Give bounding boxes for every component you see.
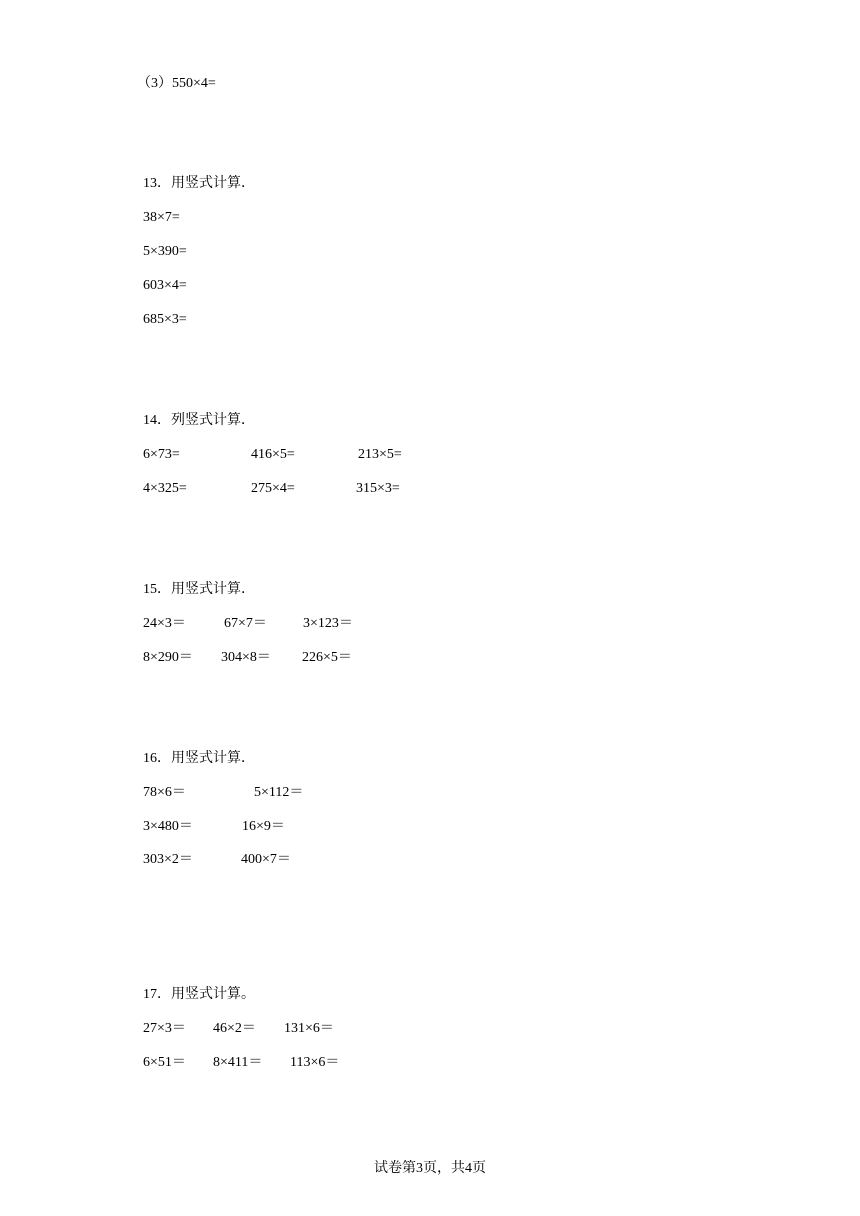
- q15-row-1: [0, 615, 860, 633]
- q16-r2-c2: 16×9＝: [242, 819, 285, 834]
- q16-row-2: [0, 818, 860, 836]
- q12-part3: （3）550×4=: [137, 76, 216, 91]
- q16-row-1: [0, 784, 860, 802]
- q13-title: 13．用竖式计算．: [143, 176, 255, 191]
- q14-row-1: [0, 446, 860, 464]
- q14-r2-c3: 315×3=: [356, 481, 400, 496]
- q14-row-2: [0, 480, 860, 498]
- q13-item-1: 38×7=: [143, 210, 180, 225]
- q16-r1-c1: 78×6＝: [143, 785, 186, 800]
- q15-r2-c3: 226×5＝: [302, 650, 352, 665]
- q15-row-2: [0, 649, 860, 667]
- q14-r2-c2: 275×4=: [251, 481, 295, 496]
- q15-r2-c2: 304×8＝: [221, 650, 271, 665]
- q16-r3-c2: 400×7＝: [241, 852, 291, 867]
- q14-r1-c2: 416×5=: [251, 447, 295, 462]
- q15-title: 15．用竖式计算．: [143, 582, 255, 597]
- q17-r2-c1: 6×51＝: [143, 1055, 186, 1070]
- page-footer: 试卷第3页，共4页: [374, 1161, 486, 1176]
- q16-title: 16．用竖式计算．: [143, 751, 255, 766]
- q15-r1-c3: 3×123＝: [303, 616, 353, 631]
- q15-r1-c2: 67×7＝: [224, 616, 267, 631]
- q14-title: 14．列竖式计算．: [143, 413, 255, 428]
- q17-title: 17．用竖式计算。: [143, 987, 255, 1002]
- q16-row-3: [0, 851, 860, 869]
- q17-row-2: [0, 1054, 860, 1072]
- q13-item-3: 603×4=: [143, 278, 187, 293]
- q13-item-4: 685×3=: [143, 312, 187, 327]
- q15-r2-c1: 8×290＝: [143, 650, 193, 665]
- q16-r1-c2: 5×112＝: [254, 785, 304, 800]
- q14-r1-c1: 6×73=: [143, 447, 180, 462]
- q17-r1-c2: 46×2＝: [213, 1021, 256, 1036]
- q17-r1-c3: 131×6＝: [284, 1021, 334, 1036]
- q14-r1-c3: 213×5=: [358, 447, 402, 462]
- q15-r1-c1: 24×3＝: [143, 616, 186, 631]
- q17-row-1: [0, 1020, 860, 1038]
- q16-r2-c1: 3×480＝: [143, 819, 193, 834]
- q17-r2-c3: 113×6＝: [290, 1055, 340, 1070]
- q14-r2-c1: 4×325=: [143, 481, 187, 496]
- q13-item-2: 5×390=: [143, 244, 187, 259]
- q17-r1-c1: 27×3＝: [143, 1021, 186, 1036]
- q16-r3-c1: 303×2＝: [143, 852, 193, 867]
- q17-r2-c2: 8×411＝: [213, 1055, 263, 1070]
